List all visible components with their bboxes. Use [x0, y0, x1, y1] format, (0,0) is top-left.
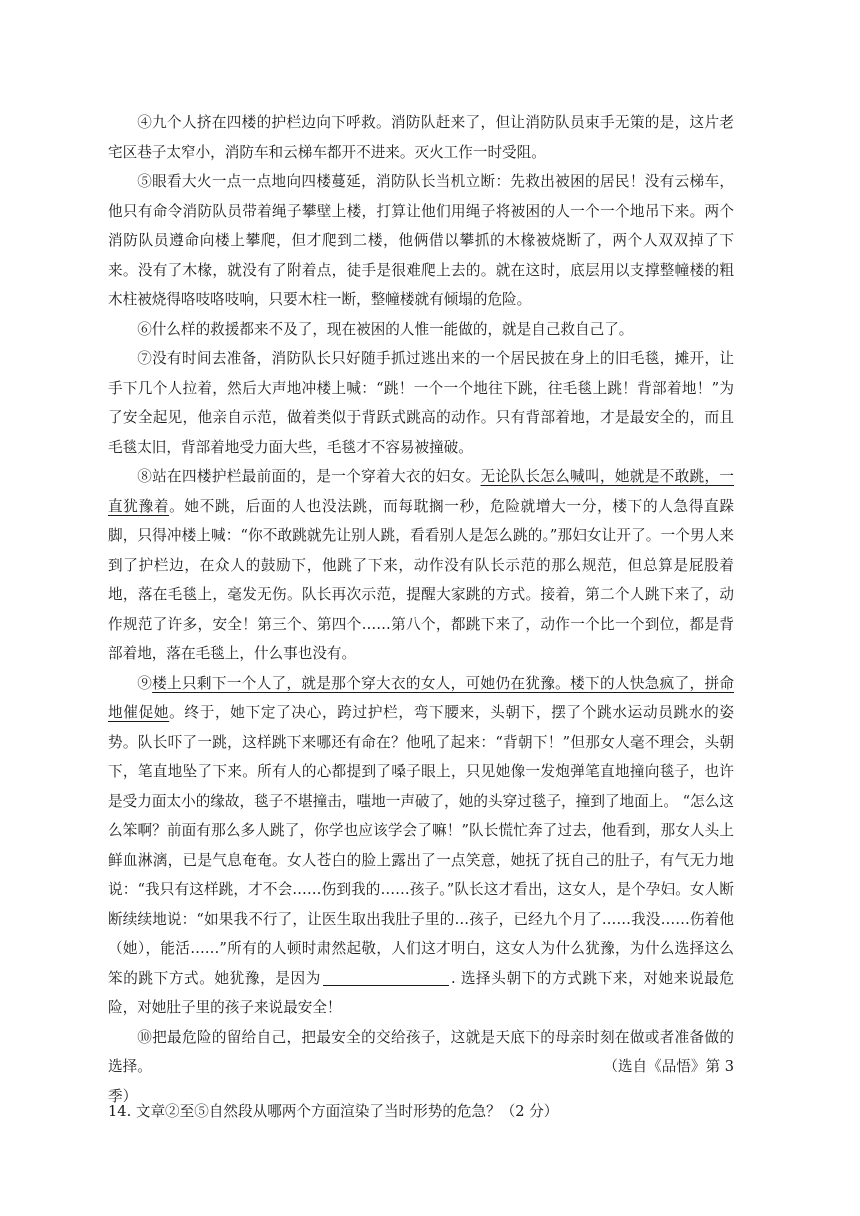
- source-citation-tail: 季）: [108, 1087, 138, 1105]
- paragraph-8-lead: ⑧站在四楼护栏最前面的，是一个穿着大衣的妇女。: [137, 468, 481, 485]
- article-body: [108, 108, 734, 1111]
- paragraph-9-lead: ⑨: [137, 674, 153, 692]
- paragraph-5: ⑤眼看大火一点一点地向四楼蔓延，消防队长当机立断：先救出被困的居民！没有云梯车，他只有命令消防队员带着绳子攀壁上楼，打算让他们用绳子将被困的人一个一个地吊下来。两个消防队员遵命向楼上攀爬，但才爬到二楼，他俩借以攀抓的木椽被烧断了，两个人双双掉了下来。没有了木椽，就没有了附着点，徒手是很难爬上去的。就在这时，底层用以支撑整幢楼的粗木柱被烧得咯吱咯吱响，只要木柱一断，整幢楼就有倾塌的危险。: [108, 173, 734, 308]
- question-14: 14. 文章②至⑤自然段从哪两个方面渲染了当时形势的危急？（2 分）: [108, 1103, 559, 1120]
- paragraph-7: ⑦没有时间去准备，消防队长只好随手抓过逃出来的一个居民披在身上的旧毛毯，摊开，让手下几个人拉着，然后大声地冲楼上喊：“跳！一个一个地往下跳，往毛毯上跳！背部着地！”为了安全起见，他亲自示范，做着类似于背跃式跳高的动作。只有背部着地，才是最安全的，而且毛毯太旧，背部着地受力面大些，毛毯才不容易被撞破。: [108, 350, 734, 456]
- paragraph-6: ⑥什么样的救援都来不及了，现在被困的人惟一能做的，就是自己救自己了。: [137, 320, 634, 338]
- paragraph-10-text: ⑩把最危险的留给自己，把最安全的交给孩子，这就是天底下的母亲时刻在做或者准备做的选择。: [108, 1028, 734, 1075]
- paragraph-10: [108, 1023, 734, 1082]
- paragraph-8-rest: 。她不跳，后面的人也没法跳，而每耽搁一秒，危险就增大一分，楼下的人急得直跺脚，只得冲楼上喊：“你不敢跳就先让别人跳，看看别人是怎么跳的。”那妇女让开了。一个男人来到了护栏边，在众人的鼓励下，他跳了下来，动作没有队长示范的那么规范，但总算是屁股着地，落在毛毯上，毫发无伤。队长再次示范，提醒大家跳的方式。接着，第二个人跳下来了，动作规范了许多，安全！第三个、第四个……第八个，都跳下来了，动作一个比一个到位，都是背部着地，落在毛毯上，什么事也没有。: [108, 497, 734, 662]
- answer-blank[interactable]: [323, 970, 449, 986]
- paragraph-9-after-blank: . 选择头朝下的方式跳下来，对她来说最危险，对她肚子里的孩子来说最安全！: [108, 969, 734, 1016]
- source-citation: （选自《品悟》第 3: [603, 1058, 734, 1075]
- paragraph-4: ④九个人挤在四楼的护栏边向下呼救。消防队赶来了，但让消防队员束手无策的是，这片老宅区巷子太窄小，消防车和云梯车都开不进来。灭火工作一时受阻。: [108, 114, 734, 161]
- paragraph-9-underlined: 楼上只剩下一个人了，就是那个穿大衣的女人，可她仍在犹豫。楼下的人快急疯了，拼命地催促她: [108, 674, 734, 721]
- paragraph-8: [108, 462, 734, 669]
- paragraph-9-rest: 。终于，她下定了决心，跨过护栏，弯下腰来，头朝下，摆了个跳水运动员跳水的姿势。队长吓了一跳，这样跳下来哪还有命在？他吼了起来：“背朝下！”但那女人毫不理会，头朝下，笔直地坠了下来。所有人的心都提到了嗓子眼上，只见她像一发炮弹笔直地撞向毯子，也许是受力面太小的缘故，毯子不堪撞击，嗤地一声破了，她的头穿过毯子，撞到了地面上。 “怎么这么笨啊？前面有那么多人跳了，你学也应该学会了嘛！”队长慌忙奔了过去，他看到，那女人头上鲜血淋漓，已是气息奄奄。女人苍白的脸上露出了一点笑意，她抚了抚自己的肚子，有气无力地说：“我只有这样跳，才不会……伤到我的……孩子。”队长这才看出，这女人，是个孕妇。女人断断续续地说：“如果我不行了，让医生取出我肚子里的…孩子，已经九个月了……我没……伤着他（她），能活……”所有的人顿时肃然起敬，人们这才明白，这女人为什么犹豫，为什么选择这么笨的跳下方式。她犹豫，是因为: [108, 704, 734, 987]
- paragraph-8-underlined: 无论队长怎么喊叫，她就是不敢跳，一直犹豫着: [108, 468, 734, 515]
- paragraph-9: [108, 669, 734, 1023]
